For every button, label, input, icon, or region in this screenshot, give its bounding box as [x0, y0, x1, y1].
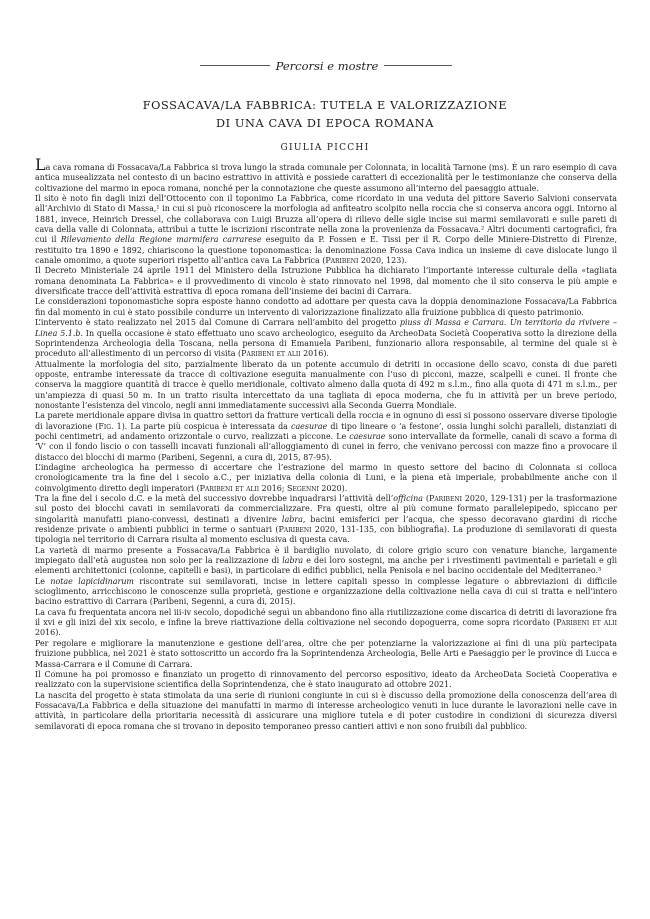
italic-term: officina	[393, 494, 423, 503]
paragraph-14	[35, 670, 617, 691]
paragraph-12	[35, 608, 617, 639]
paragraph-text: , 131-135, con bibliografia). La produzione di semilavorati di questa tipologia nel territorio di Carrara risulta al momento esclusiva di questa cava.	[35, 525, 617, 545]
paragraph-text: Il sito è noto fin dagli inizi dell’Ottocento con il toponimo La Fabbrica, come ricordato in una veduta del pittore Saverio Salvioni conservata all’Archivio di Stato di Massa,¹ in cui si può riconoscere la morfologia ad anfiteatro scolpito nella roccia che si conserva ancora oggi. Intorno al 1881, invece, Heinrich Dressel, che collaborava con Luigi Bruzza all’opera di rilievo delle sigle incise sui marmi semilavorati e sulle pareti di cava della valle di Colonnata, attribuì a tutte le iscrizioni riscontrate nella zona la provenienza da Fossacava.² Altri documenti cartografici, fra cui il	[35, 194, 617, 245]
paragraph-text: Il Comune ha poi promosso e finanziato un progetto di rinnovamento del percorso espositivo, ideato da ArcheoData Società Cooperativa e realizzato con la supervisione scientifica della Soprintendenza, che è stato inaugurato ad ottobre 2021.	[35, 669, 617, 690]
paragraph-text: ).	[55, 628, 61, 638]
paragraph-text: L’indagine archeologica ha permesso di accertare che l’estrazione del marmo in questo settore del bacino di Colonnata si colloca cronologicamente tra la fine del i secolo a.C., per iniziativa della colonia di Luni, e la piena età imperiale, probabilmente anche con il coinvolgimento diretto degli imperatori (	[35, 462, 617, 493]
paragraph-15	[35, 691, 617, 732]
section-label: Percorsi e mostre	[275, 59, 379, 73]
paragraph-text: Per regolare e migliorare la manutenzione e gestione dell’area, oltre che per potenziarne la valorizzazione ai fini di una più partecipata fruizione pubblica, nel 2021 è stato sottoscritto un accordo fra la Soprintendenza Archeologia, Belle Arti e Paesaggio per le province di Lucca e Massa-Carrara e il Comune di Carrara.	[35, 638, 617, 669]
paragraph-7	[35, 411, 617, 463]
paragraph-text: a cava romana di Fossacava/La Fabbrica si trova lungo la strada comunale per Colonnata, in località Tarnone (ms). È un raro esempio di cava antica musealizzata nel contesto di un bacino estrattivo in attività e possiede caratteri di eccezionalità per le testimonianze che conserva della coltivazione del marmo in epoca romana, nonché per la connotazione che queste assumono all’interno del paesaggio attuale.	[35, 163, 617, 193]
paragraph-2	[35, 194, 617, 266]
citation: Paribeni 2020	[325, 256, 382, 266]
citation: Paribeni 2020	[278, 525, 336, 535]
paragraph-text: sono intervallate da formelle, canali di scavo a forma di ‘V’ con il fondo liscio o con tasselli incavati funzionali all’alloggiamento di cunei in ferro, che venivano percossi con mazze fino a provocare il distacco dei blocchi di marmo (Paribeni, Segenni, a cura di, 2015, 87-95).	[35, 431, 617, 462]
paragraph-9	[35, 494, 617, 546]
paragraph-text: Le considerazioni toponomastiche sopra esposte hanno condotto ad adottare per questa cava la doppia denominazione Fossacava/La Fabbrica fin dal momento in cui è stato possibile condurre un intervento di valorizzazione finalizzato alla fruizione pubblica di questo patrimonio.	[35, 297, 617, 317]
paragraph-text: Le	[35, 576, 51, 586]
paragraph-5	[35, 318, 617, 359]
italic-title: Rilevamento della Regione marmifera carrarese	[60, 235, 262, 245]
paragraph-4	[35, 297, 617, 318]
paragraph-text: di tipo lineare o ‘a festone’, ossia lunghi solchi paralleli, distanziati di pochi centimetri, ad andamento orizzontale o curvo, realizzati a piccone. Le	[35, 421, 617, 441]
paragraph-text: Attualmente la morfologia del sito, parzialmente liberato da un potente accumulo di detriti in occasione dello scavo, consta di due pareti opposte, entrambe interessate da tracce di coltivazione eseguita manualmente con l’uso di picconi, mazze, scalpelli e cunei. Il fronte che conserva la maggiore quantità di tracce è quello meridionale, coltivato almeno dalla quota di 492 m s.l.m., fino alla quota di 471 m s.l.m., per un’ampiezza di quasi 50 m. In un tratto risulta intercettato da una tagliata di epoca moderna, che fu in attività per un breve periodo, nonostante l’esistenza del vincolo, negli anni immediatamente successivi alla Seconda Guerra Mondiale.	[35, 359, 617, 410]
drop-cap: L	[35, 155, 46, 174]
article-title-line-1: FOSSACAVA/LA FABBRICA: TUTELA E VALORIZZAZIONE	[142, 99, 508, 112]
paragraph-text: La varietà di marmo presente a Fossacava/La Fabbrica è il bardiglio nuvolato, di colore grigio scuro con venature bianche, largamente impiegato dall’età augustea non solo per la realizzazione di	[35, 545, 617, 566]
paragraph-text: La cava fu frequentata ancora nel iii-iv secolo, dopodiché seguì un abbandono fino alla riutilizzazione come discarica di detriti di lavorazione fra il xvi e gli inizi del xix secolo, e infine la breve riattivazione della coltivazione nel secondo dopoguerra, come sopra ricordato (	[35, 607, 617, 628]
paragraph-text: , bacini emisferici per l’acqua, che spesso decoravano giardini di ricche residenze private o ambienti pubblici in terme o santuari (	[35, 514, 617, 535]
paragraph-text: Il Decreto Ministeriale 24 aprile 1911 del Ministero della Istruzione Pubblica ha dichiarato l’importante interesse culturale della «tagliata romana denominata La Fabbrica» e il provvedimento di vincolo è stato rinnovato nel 1998, dal momento che il sito conserva le più ampie e diversificate tracce dell’attività estrattiva di epoca romana dell’insieme dei bacini di Carrara.	[35, 266, 617, 297]
italic-term: caesurae	[291, 421, 328, 431]
paragraph-text: , 123).	[381, 256, 407, 266]
paragraph-text: ). La parte più cospicua è interessata da	[121, 421, 291, 431]
paragraph-text: e dei loro sostegni, ma anche per i rivestimenti pavimentali e parietali e gli elementi architettonici (colonne, capitelli e basi), in particolare di edifici pubblici, nella Penisola e nel bacino occidentale del Mediterraneo.³	[35, 556, 617, 576]
header-rule-left	[200, 65, 270, 66]
article-body	[35, 155, 617, 732]
paragraph-text: ).	[323, 349, 329, 359]
italic-term: notae lapicidinarum	[50, 576, 134, 586]
paragraph-text: . In quella occasione è stato effettuato uno scavo archeologico, eseguito da ArcheoData Società Cooperativa sotto la direzione della Soprintendenza Archeologia della Toscana, nella persona di Emanuela Paribeni, funzionario allora responsabile, al termine del quale si è proceduto all’allestimento di un percorso di visita (	[35, 328, 617, 359]
paragraph-text: L’intervento è stato realizzato nel 2015 dal Comune di Carrara nell’ambito del progetto	[35, 318, 400, 328]
italic-term: labra	[281, 514, 303, 524]
figure-reference: Fig. 1	[98, 421, 122, 431]
citation: Paribeni 2020	[429, 494, 486, 503]
paragraph-10	[35, 546, 617, 577]
paragraph-text: eseguito da P. Fossen e E. Tissi per il R. Corpo delle Miniere-Distretto di Firenze, restituito tra 1890 e 1892, chiariscono la questione toponomastica: la denominazione Fossa Cava indica un insieme di cave dislocate lungo il canale omonimo, a quote superiori rispetto all’antica cava La Fabbrica (	[35, 235, 617, 266]
citation: Paribeni et alii 2016; Segenni 2020	[199, 483, 342, 493]
paragraph-text: , 129-131) per la trasformazione sul posto dei blocchi cavati in semilavorati da commercializzare. Fra questi, oltre al più comune formato parallelepipedo, spiccano per singolarità manufatti piano-convessi, destinati a divenire	[35, 494, 617, 524]
paragraph-text: riscontrate sui semilavorati, incise in lettere capitali spesso in complesse legature o abbreviazioni di difficile scioglimento, arricchiscono le conoscenze sulla proprietà, gestione e organizzazione della coltivazione nella cava di cui si tratta e nell’intero bacino estrattivo di Carrara (Paribeni, Segenni, a cura di, 2015).	[35, 576, 617, 607]
paragraph-text: ).	[341, 483, 348, 493]
paragraph-text: Tra la fine del i secolo d.C. e la metà del successivo dovrebbe inquadrarsi l’attività dell’	[35, 494, 394, 503]
paragraph-3	[35, 266, 617, 297]
article-title	[60, 97, 590, 133]
paragraph-text: La parete meridionale appare divisa in quattro settori da fratture verticali della roccia e in ognuno di essi si possono osservare diverse tipologie di lavorazione (	[35, 411, 617, 431]
article-title-line-2: DI UNA CAVA DI EPOCA ROMANA	[216, 117, 434, 130]
running-header	[0, 56, 650, 76]
paragraph-6	[35, 360, 617, 412]
italic-title: piuss di Massa e Carrara. Un territorio da rivivere – Linea 5.1.b	[35, 318, 617, 338]
citation: Paribeni et alii 2016	[241, 349, 324, 359]
paragraph-13	[35, 639, 617, 670]
paragraph-text: La nascita del progetto è stata stimolata da una serie di riunioni congiunte in cui si è discusso della promozione della conoscenza dell’area di Fossacava/La Fabbrica e della situazione dei manufatti in marmo di interesse archeologico venuti in luce durante le lavorazioni nelle cave in attività, in particolare della prioritaria necessità di assicurare una migliore tutela e di poter custodire in condizioni di sicurezza diversi semilavorati di epoca romana che si trovano in deposito temporaneo presso cantieri attivi e non sono fruibili dal pubblico.	[35, 690, 617, 731]
paragraph-11	[35, 577, 617, 608]
article-author: GIULIA PICCHI	[280, 143, 370, 153]
paragraph-text: (	[423, 494, 429, 503]
italic-term: labra	[282, 556, 304, 566]
paragraph-8	[35, 463, 617, 494]
paragraph-1	[35, 155, 617, 194]
header-rule-right	[384, 65, 452, 66]
citation: Paribeni et alii 2016	[35, 618, 617, 638]
italic-term: caesurae	[349, 431, 386, 441]
